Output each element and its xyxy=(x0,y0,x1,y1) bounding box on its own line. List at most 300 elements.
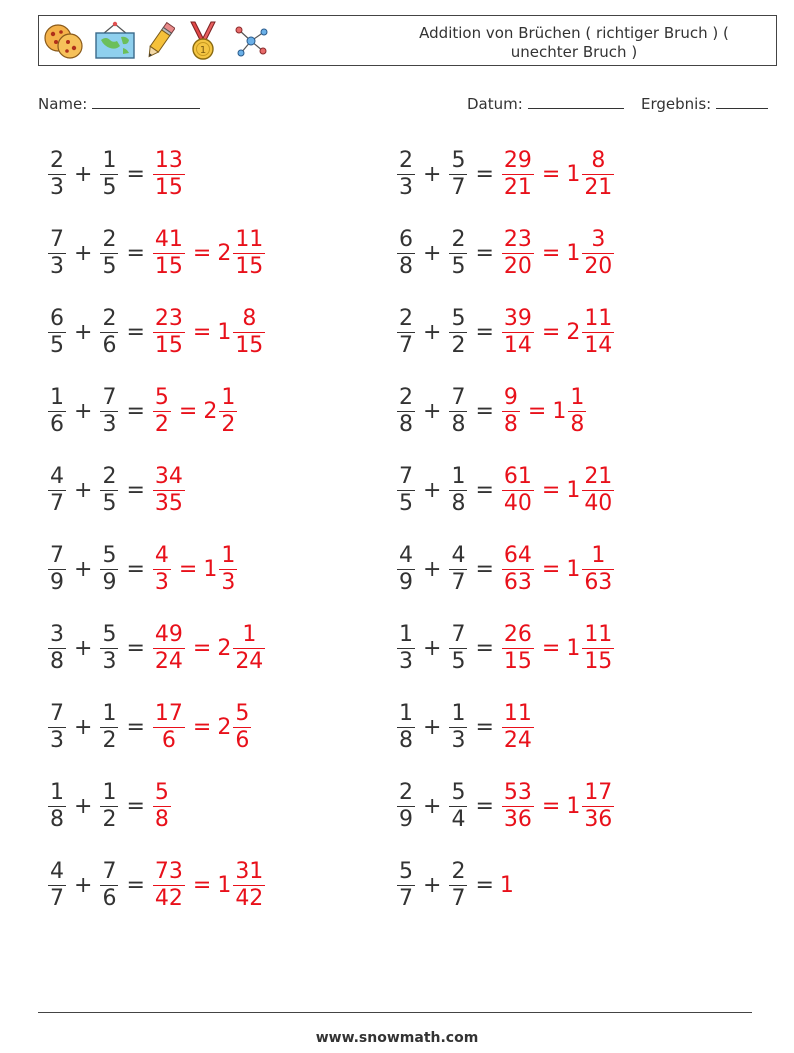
problem-10 xyxy=(395,455,616,525)
plus-sign: + xyxy=(74,714,93,740)
numerator: 7 xyxy=(451,621,466,647)
mixed-fraction xyxy=(233,306,265,359)
numerator: 6 xyxy=(50,305,64,331)
denominator: 15 xyxy=(154,174,183,200)
addend-a xyxy=(48,227,66,280)
addend-a xyxy=(48,543,66,596)
equals-sign: = xyxy=(475,161,494,187)
denominator: 7 xyxy=(50,885,64,911)
denominator: 24 xyxy=(503,727,532,753)
problem-13 xyxy=(46,613,267,683)
numerator: 1 xyxy=(399,700,413,726)
denominator: 9 xyxy=(399,569,413,595)
equals-sign: = xyxy=(126,240,145,266)
mixed-fraction xyxy=(582,622,614,675)
numerator: 5 xyxy=(451,147,466,173)
equals-sign: = xyxy=(475,240,494,266)
numerator: 61 xyxy=(503,463,532,489)
plus-sign: + xyxy=(423,398,442,424)
addend-b xyxy=(449,227,467,280)
equals-sign: = xyxy=(475,714,494,740)
answer-mixed-number xyxy=(566,622,616,675)
addend-b xyxy=(449,780,467,833)
numerator: 1 xyxy=(570,384,585,410)
answer-fraction xyxy=(153,227,185,280)
denominator: 6 xyxy=(102,885,117,911)
denominator: 8 xyxy=(399,411,413,437)
plus-sign: + xyxy=(74,635,93,661)
problem-7 xyxy=(46,376,239,446)
date-label: Datum: xyxy=(467,95,523,113)
answer-fraction xyxy=(502,701,534,754)
addend-a xyxy=(397,227,415,280)
equals-sign-answer: = xyxy=(178,556,198,582)
numerator: 34 xyxy=(154,463,183,489)
numerator: 1 xyxy=(451,463,466,489)
numerator: 64 xyxy=(503,542,532,568)
numerator: 2 xyxy=(399,384,413,410)
equals-sign-answer: = xyxy=(192,872,212,898)
denominator: 7 xyxy=(451,885,466,911)
numerator: 1 xyxy=(399,621,413,647)
denominator: 3 xyxy=(102,648,117,674)
numerator: 5 xyxy=(235,700,250,726)
mixed-whole: 1 xyxy=(566,240,581,266)
numerator: 7 xyxy=(102,384,117,410)
numerator: 11 xyxy=(584,305,613,331)
denominator: 5 xyxy=(102,490,117,516)
addend-a xyxy=(397,543,415,596)
denominator: 3 xyxy=(50,727,64,753)
numerator: 23 xyxy=(503,226,532,252)
numerator: 2 xyxy=(102,226,117,252)
equals-sign-answer: = xyxy=(541,635,561,661)
plus-sign: + xyxy=(74,793,93,819)
addend-a xyxy=(397,859,415,912)
denominator: 2 xyxy=(102,727,117,753)
addend-a xyxy=(48,622,66,675)
numerator: 5 xyxy=(154,384,169,410)
numerator: 5 xyxy=(154,779,169,805)
answer-fraction xyxy=(153,543,171,596)
equals-sign-answer: = xyxy=(192,240,212,266)
numerator: 1 xyxy=(221,542,236,568)
numerator: 5 xyxy=(102,621,117,647)
denominator: 3 xyxy=(221,569,236,595)
denominator: 15 xyxy=(235,332,264,358)
numerator: 8 xyxy=(242,305,257,331)
numerator: 1 xyxy=(102,147,117,173)
numerator: 11 xyxy=(584,621,613,647)
numerator: 11 xyxy=(235,226,264,252)
denominator: 2 xyxy=(221,411,236,437)
problem-11 xyxy=(46,534,239,604)
molecule-icon xyxy=(231,20,271,62)
numerator: 31 xyxy=(235,858,264,884)
denominator: 9 xyxy=(102,569,117,595)
result-label: Ergebnis: xyxy=(641,95,712,113)
numerator: 1 xyxy=(102,700,117,726)
equals-sign: = xyxy=(475,635,494,661)
numerator: 1 xyxy=(221,384,236,410)
mixed-fraction xyxy=(233,622,265,675)
equals-sign: = xyxy=(126,556,145,582)
equals-sign: = xyxy=(475,556,494,582)
addend-b xyxy=(449,306,467,359)
answer-mixed-number xyxy=(566,306,616,359)
mixed-whole: 1 xyxy=(217,872,232,898)
mixed-fraction xyxy=(568,385,586,438)
addend-b xyxy=(449,622,467,675)
denominator: 8 xyxy=(570,411,585,437)
addend-a xyxy=(48,148,66,201)
answer-fraction xyxy=(502,622,534,675)
problem-5 xyxy=(46,297,267,367)
numerator: 4 xyxy=(50,858,64,884)
numerator: 2 xyxy=(102,305,117,331)
plus-sign: + xyxy=(74,477,93,503)
denominator: 15 xyxy=(154,253,183,279)
denominator: 9 xyxy=(50,569,64,595)
answer-fraction xyxy=(153,385,171,438)
result-blank[interactable] xyxy=(716,94,768,109)
numerator: 73 xyxy=(154,858,183,884)
addend-a xyxy=(397,464,415,517)
mixed-whole: 2 xyxy=(217,635,232,661)
addend-b xyxy=(449,464,467,517)
answer-fraction xyxy=(502,306,534,359)
answer-fraction xyxy=(502,780,534,833)
plus-sign: + xyxy=(74,161,93,187)
addend-a xyxy=(397,306,415,359)
addend-b xyxy=(449,385,467,438)
denominator: 15 xyxy=(235,253,264,279)
addend-a xyxy=(48,780,66,833)
denominator: 3 xyxy=(154,569,169,595)
denominator: 15 xyxy=(584,648,613,674)
denominator: 8 xyxy=(50,648,64,674)
plus-sign: + xyxy=(423,793,442,819)
numerator: 4 xyxy=(50,463,64,489)
answer-mixed-number xyxy=(566,543,616,596)
equals-sign-answer: = xyxy=(541,793,561,819)
denominator: 42 xyxy=(235,885,264,911)
numerator: 7 xyxy=(50,700,64,726)
equals-sign: = xyxy=(126,872,145,898)
numerator: 2 xyxy=(399,305,413,331)
problem-3 xyxy=(46,218,267,288)
addend-b xyxy=(100,227,118,280)
equals-sign-answer: = xyxy=(541,240,561,266)
equals-sign: = xyxy=(126,319,145,345)
plus-sign: + xyxy=(423,872,442,898)
answer-fraction xyxy=(153,701,185,754)
problem-18 xyxy=(395,771,616,841)
mixed-whole: 1 xyxy=(566,161,581,187)
numerator: 5 xyxy=(399,858,413,884)
mixed-fraction xyxy=(582,227,614,280)
answer-fraction xyxy=(502,464,534,517)
denominator: 4 xyxy=(451,806,466,832)
problem-9 xyxy=(46,455,187,525)
denominator: 7 xyxy=(451,174,466,200)
mixed-whole: 1 xyxy=(566,556,581,582)
equals-sign-answer: = xyxy=(527,398,547,424)
problem-4 xyxy=(395,218,616,288)
numerator: 4 xyxy=(399,542,413,568)
answer-mixed-number xyxy=(217,701,253,754)
mixed-fraction xyxy=(219,385,237,438)
plus-sign: + xyxy=(74,240,93,266)
denominator: 5 xyxy=(451,648,466,674)
denominator: 6 xyxy=(161,727,176,753)
plus-sign: + xyxy=(423,319,442,345)
problem-17 xyxy=(46,771,173,841)
denominator: 5 xyxy=(50,332,64,358)
numerator: 2 xyxy=(50,147,64,173)
addend-b xyxy=(100,701,118,754)
addend-b xyxy=(100,385,118,438)
answer-mixed-number xyxy=(217,622,267,675)
equals-sign-answer: = xyxy=(178,398,198,424)
denominator: 14 xyxy=(584,332,613,358)
equals-sign: = xyxy=(126,635,145,661)
problem-19 xyxy=(46,850,267,920)
denominator: 8 xyxy=(451,490,466,516)
denominator: 36 xyxy=(503,806,532,832)
plus-sign: + xyxy=(74,556,93,582)
denominator: 8 xyxy=(399,727,413,753)
numerator: 13 xyxy=(154,147,183,173)
plus-sign: + xyxy=(423,161,442,187)
date-field[interactable] xyxy=(467,94,624,113)
mixed-fraction xyxy=(233,227,265,280)
denominator: 63 xyxy=(503,569,532,595)
plus-sign: + xyxy=(423,240,442,266)
denominator: 36 xyxy=(584,806,613,832)
addend-a xyxy=(397,385,415,438)
equals-sign-answer: = xyxy=(541,477,561,503)
result-field[interactable] xyxy=(641,94,768,113)
mixed-fraction xyxy=(219,543,237,596)
denominator: 40 xyxy=(584,490,613,516)
denominator: 5 xyxy=(399,490,413,516)
equals-sign: = xyxy=(475,872,494,898)
mixed-whole: 1 xyxy=(552,398,567,424)
addend-b xyxy=(100,859,118,912)
denominator: 7 xyxy=(451,569,466,595)
plus-sign: + xyxy=(423,714,442,740)
numerator: 3 xyxy=(50,621,64,647)
answer-mixed-number xyxy=(566,148,616,201)
addend-a xyxy=(397,148,415,201)
denominator: 8 xyxy=(50,806,64,832)
numerator: 7 xyxy=(399,463,413,489)
mixed-whole: 1 xyxy=(217,319,232,345)
numerator: 1 xyxy=(50,779,64,805)
name-blank[interactable] xyxy=(92,94,200,109)
denominator: 2 xyxy=(451,332,466,358)
answer-fraction xyxy=(153,780,171,833)
denominator: 3 xyxy=(50,253,64,279)
denominator: 14 xyxy=(503,332,532,358)
header-box xyxy=(38,15,777,66)
numerator: 1 xyxy=(50,384,64,410)
cookies-icon xyxy=(43,20,85,62)
addend-a xyxy=(48,385,66,438)
answer-fraction xyxy=(502,227,534,280)
plus-sign: + xyxy=(423,477,442,503)
numerator: 3 xyxy=(591,226,606,252)
numerator: 7 xyxy=(102,858,117,884)
addend-b xyxy=(100,780,118,833)
denominator: 7 xyxy=(399,885,413,911)
plus-sign: + xyxy=(423,556,442,582)
denominator: 15 xyxy=(503,648,532,674)
numerator: 2 xyxy=(102,463,117,489)
numerator: 23 xyxy=(154,305,183,331)
svg-text:1: 1 xyxy=(199,45,207,56)
plus-sign: + xyxy=(74,398,93,424)
problem-1 xyxy=(46,139,187,209)
addend-a xyxy=(397,701,415,754)
numerator: 7 xyxy=(50,226,64,252)
numerator: 21 xyxy=(584,463,613,489)
numerator: 2 xyxy=(399,147,413,173)
numerator: 26 xyxy=(503,621,532,647)
answer-fraction xyxy=(502,385,520,438)
equals-sign-answer: = xyxy=(541,319,561,345)
addend-a xyxy=(397,780,415,833)
denominator: 2 xyxy=(154,411,169,437)
addend-b xyxy=(100,543,118,596)
denominator: 20 xyxy=(584,253,613,279)
numerator: 2 xyxy=(399,779,413,805)
equals-sign: = xyxy=(475,793,494,819)
answer-fraction xyxy=(502,148,534,201)
equals-sign: = xyxy=(126,793,145,819)
mixed-whole: 2 xyxy=(566,319,581,345)
answer-fraction xyxy=(153,859,185,912)
denominator: 7 xyxy=(50,490,64,516)
answer-mixed-number xyxy=(217,227,267,280)
numerator: 7 xyxy=(50,542,64,568)
problem-8 xyxy=(395,376,588,446)
name-field[interactable] xyxy=(38,94,200,113)
addend-a xyxy=(48,859,66,912)
denominator: 8 xyxy=(399,253,413,279)
mixed-fraction xyxy=(233,701,251,754)
equals-sign: = xyxy=(475,319,494,345)
equals-sign: = xyxy=(126,714,145,740)
numerator: 5 xyxy=(451,305,466,331)
denominator: 8 xyxy=(451,411,466,437)
answer-fraction xyxy=(153,622,185,675)
denominator: 35 xyxy=(154,490,183,516)
answer-fraction xyxy=(153,148,185,201)
answer-mixed-number xyxy=(203,543,239,596)
denominator: 21 xyxy=(584,174,613,200)
addend-a xyxy=(48,701,66,754)
denominator: 42 xyxy=(154,885,183,911)
name-label: Name: xyxy=(38,95,88,113)
denominator: 8 xyxy=(154,806,169,832)
problem-2 xyxy=(395,139,616,209)
mixed-whole: 2 xyxy=(203,398,218,424)
mixed-whole: 1 xyxy=(566,635,581,661)
denominator: 3 xyxy=(399,174,413,200)
addend-b xyxy=(449,701,467,754)
answer-fraction xyxy=(153,464,185,517)
equals-sign-answer: = xyxy=(192,635,212,661)
mixed-whole: 2 xyxy=(217,240,232,266)
numerator: 5 xyxy=(102,542,117,568)
mixed-whole: 1 xyxy=(566,477,581,503)
denominator: 21 xyxy=(503,174,532,200)
answer-mixed-number xyxy=(566,464,616,517)
numerator: 7 xyxy=(451,384,466,410)
denominator: 9 xyxy=(399,806,413,832)
answer-mixed-number xyxy=(217,306,267,359)
addend-a xyxy=(48,464,66,517)
addend-b xyxy=(100,148,118,201)
equals-sign: = xyxy=(475,398,494,424)
pencil-icon xyxy=(145,20,175,62)
mixed-fraction xyxy=(582,464,614,517)
problem-15 xyxy=(46,692,253,762)
equals-sign: = xyxy=(475,477,494,503)
numerator: 29 xyxy=(503,147,532,173)
answer-mixed-number xyxy=(203,385,239,438)
denominator: 3 xyxy=(102,411,117,437)
numerator: 8 xyxy=(591,147,606,173)
mixed-fraction xyxy=(582,148,614,201)
addend-b xyxy=(449,543,467,596)
numerator: 1 xyxy=(102,779,117,805)
mixed-fraction xyxy=(582,780,614,833)
equals-sign-answer: = xyxy=(192,714,212,740)
mixed-whole: 1 xyxy=(566,793,581,819)
denominator: 2 xyxy=(102,806,117,832)
problem-6 xyxy=(395,297,616,367)
numerator: 1 xyxy=(451,700,466,726)
answer-mixed-number xyxy=(552,385,588,438)
numerator: 53 xyxy=(503,779,532,805)
numerator: 4 xyxy=(154,542,169,568)
mixed-fraction xyxy=(582,543,614,596)
answer-mixed-number xyxy=(566,227,616,280)
addend-b xyxy=(100,306,118,359)
numerator: 2 xyxy=(451,226,466,252)
date-blank[interactable] xyxy=(528,94,624,109)
numerator: 1 xyxy=(242,621,257,647)
denominator: 6 xyxy=(102,332,117,358)
denominator: 3 xyxy=(399,648,413,674)
answer-fraction xyxy=(502,543,534,596)
footer-divider xyxy=(38,1012,752,1013)
denominator: 5 xyxy=(102,174,117,200)
equals-sign: = xyxy=(126,477,145,503)
plus-sign: + xyxy=(74,872,93,898)
map-icon xyxy=(93,20,137,62)
numerator: 41 xyxy=(154,226,183,252)
problem-14 xyxy=(395,613,616,683)
equals-sign: = xyxy=(126,398,145,424)
addend-b xyxy=(100,464,118,517)
addend-a xyxy=(397,622,415,675)
denominator: 24 xyxy=(235,648,264,674)
numerator: 9 xyxy=(503,384,518,410)
